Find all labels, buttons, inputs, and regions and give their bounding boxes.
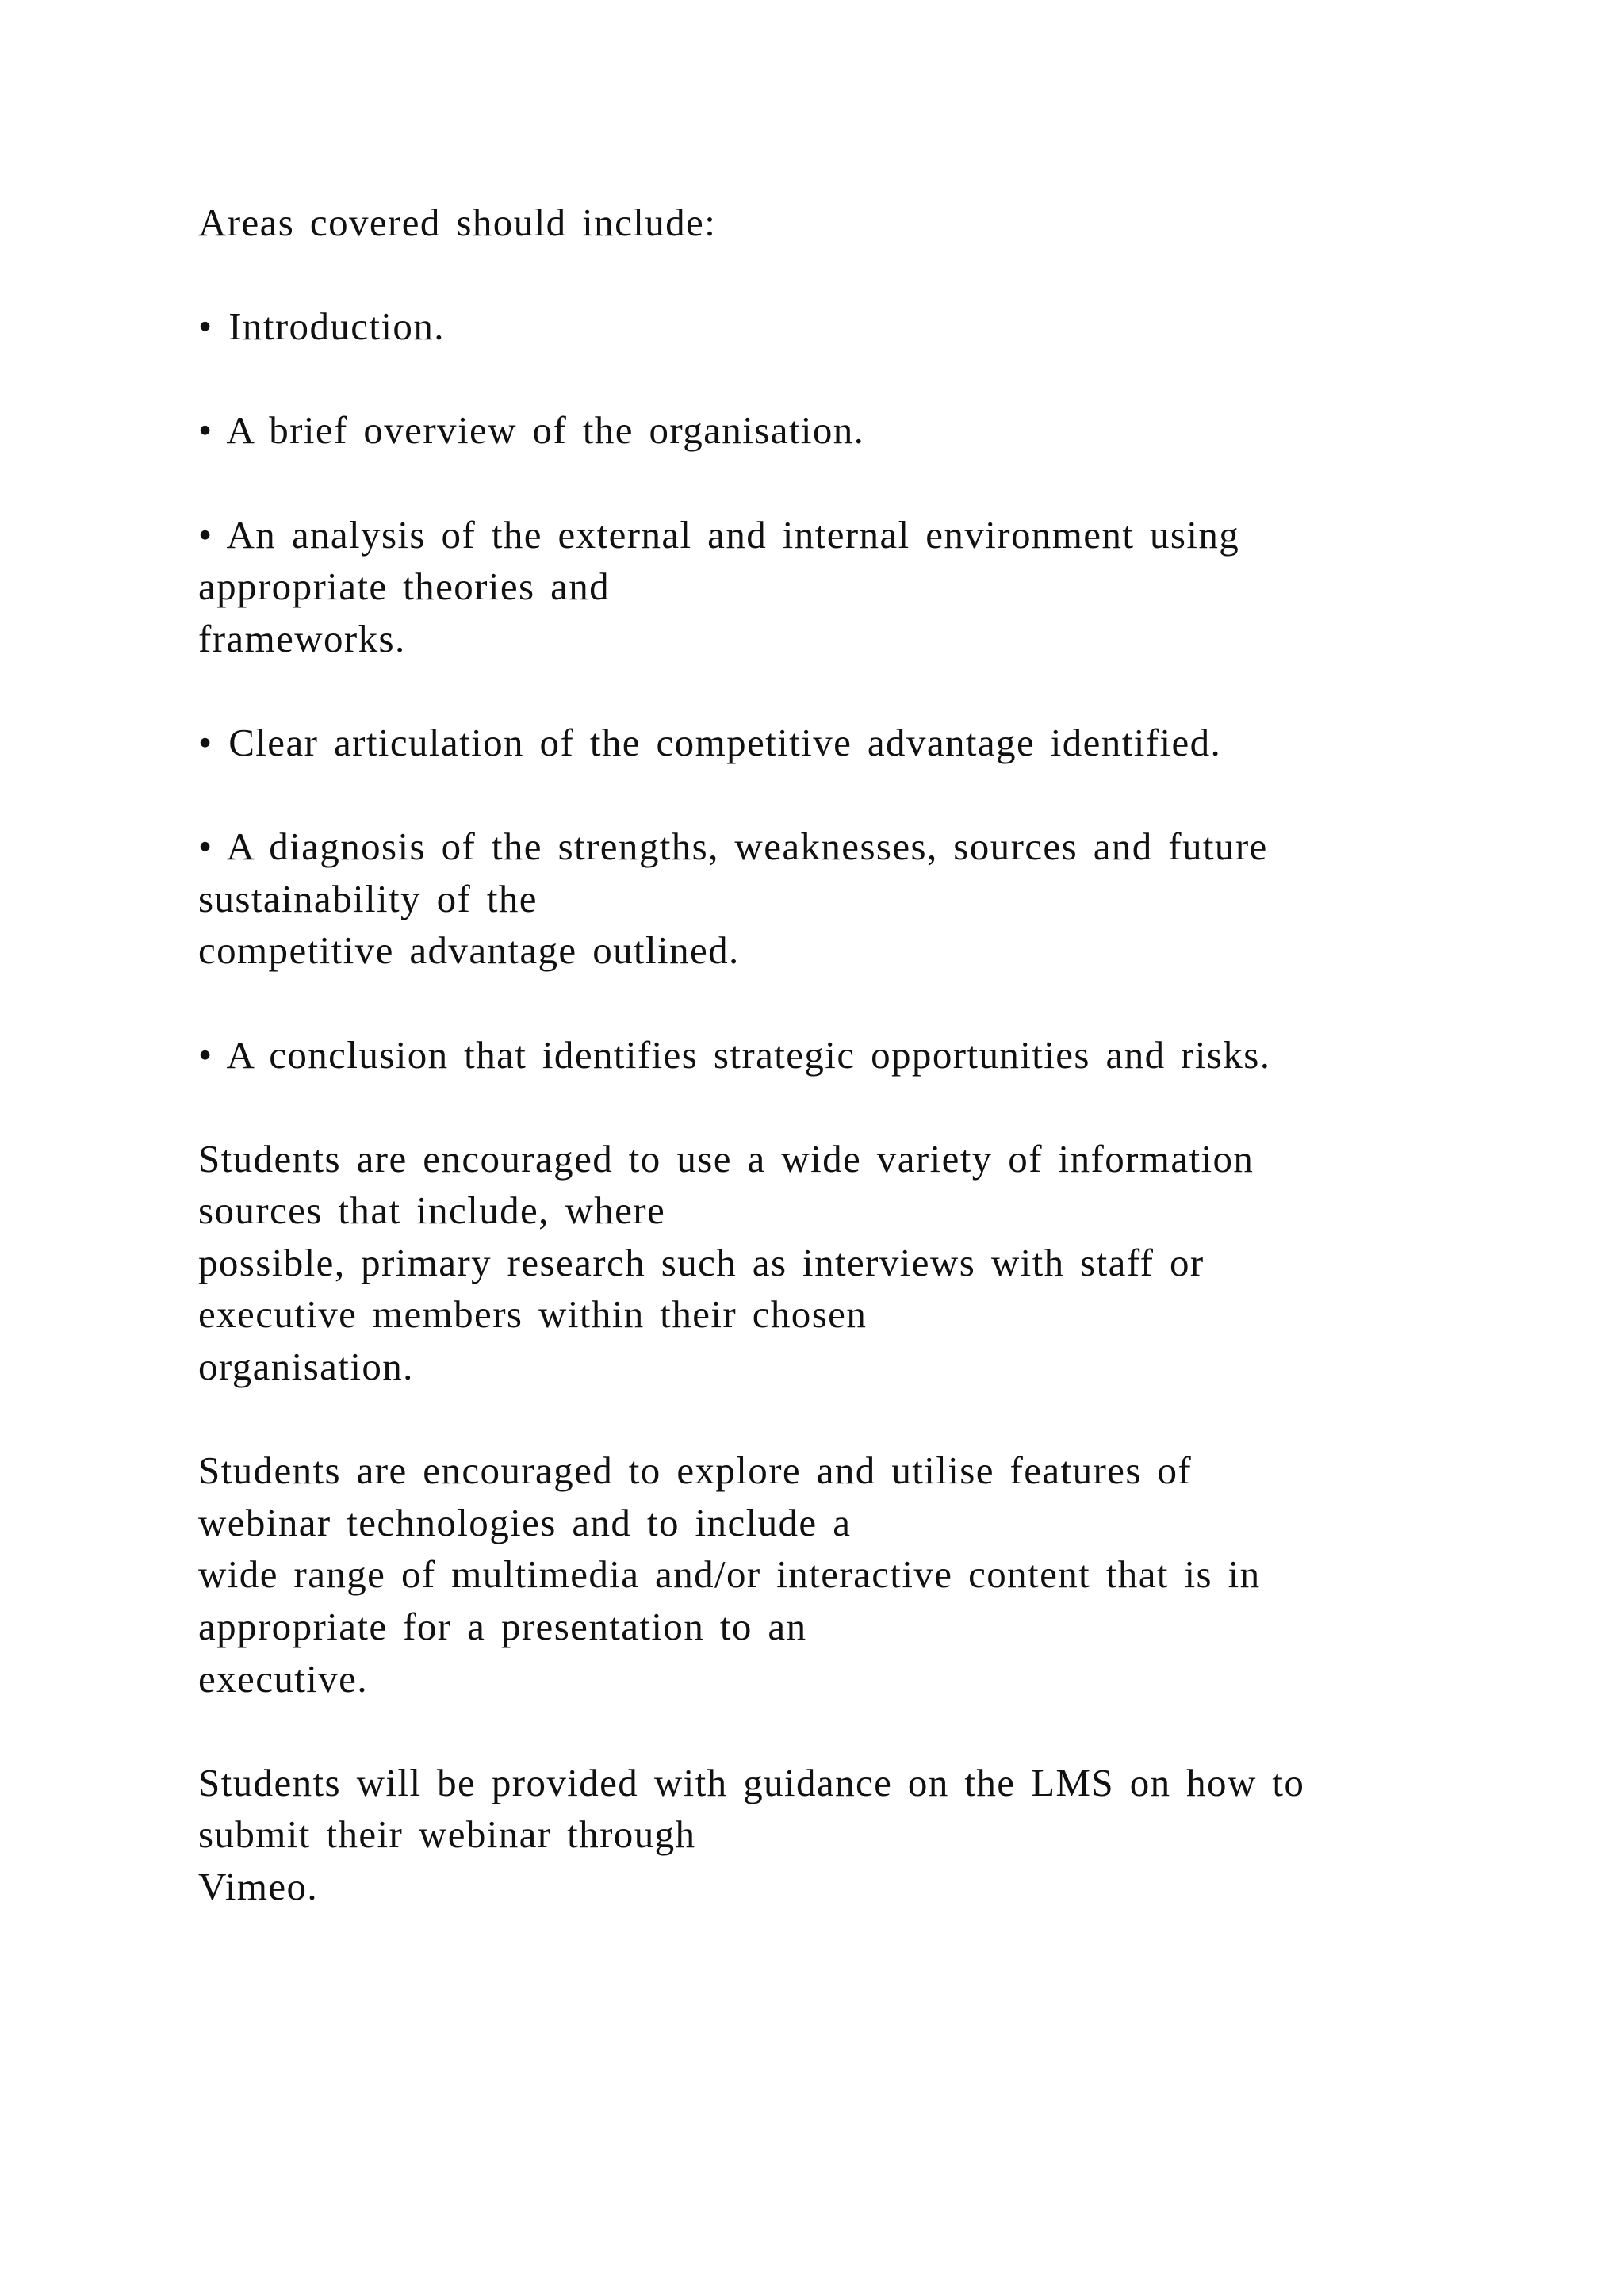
document-body [198,197,1562,1913]
paragraph-submission-guidance: Students will be provided with guidance on the LMS on how to submit their webinar through Vimeo. [198,1760,1305,1908]
bullet-analysis: • An analysis of the external and internal environment using appropriate theories and frameworks. [198,512,1240,660]
bullet-conclusion: • A conclusion that identifies strategic opportunities and risks. [198,1032,1271,1077]
bullet-overview: • A brief overview of the organisation. [198,408,865,453]
paragraph-webinar-technologies: Students are encouraged to explore and utilise features of webinar technologies and to include a wide range of multimedia and/or interactive content that is in appropriate for a presentation to an executive. [198,1448,1261,1701]
paragraph-information-sources: Students are encouraged to use a wide variety of information sources that include, where possible, primary research such as interviews with staff or executive members within their chosen organisation. [198,1136,1254,1389]
bullet-introduction: • Introduction. [198,304,445,349]
section-heading: Areas covered should include: [198,201,717,244]
bullet-articulation: • Clear articulation of the competitive advantage identified. [198,720,1222,764]
bullet-diagnosis: • A diagnosis of the strengths, weaknesses, sources and future sustainability of the competitive advantage outlined. [198,825,1268,973]
